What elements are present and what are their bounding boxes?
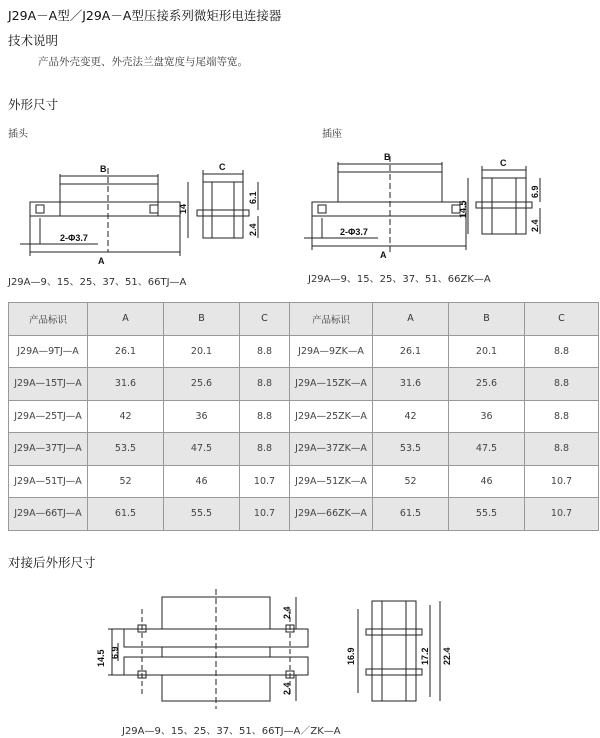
spec-table — [8, 302, 599, 531]
table-cell: 53.5 — [88, 433, 164, 466]
table-cell: J29A—25TJ—A — [9, 400, 88, 433]
table-cell: 8.8 — [240, 368, 290, 401]
table-cell: J29A—25ZK—A — [290, 400, 373, 433]
table-cell: 25.6 — [164, 368, 240, 401]
socket-dim-c: C — [500, 158, 507, 168]
table-cell: 46 — [164, 465, 240, 498]
table-cell: 25.6 — [449, 368, 525, 401]
table-cell: J29A—15TJ—A — [9, 368, 88, 401]
socket-dim-b: B — [384, 152, 391, 162]
table-cell: J29A—9ZK—A — [290, 335, 373, 368]
table-row — [9, 433, 599, 466]
socket-dim-bottom: 2.4 — [530, 219, 540, 232]
socket-dim-a: A — [380, 250, 387, 260]
plug-dim-bottom: 2.4 — [248, 223, 258, 236]
mated-dim-side-c: 22.4 — [442, 647, 452, 665]
table-cell: 55.5 — [164, 498, 240, 531]
socket-caption: J29A—9、15、25、37、51、66ZK—A — [308, 274, 491, 285]
table-row — [9, 368, 599, 401]
table-cell: 8.8 — [240, 400, 290, 433]
plug-dim-height: 14 — [178, 203, 188, 214]
mated-heading: 对接后外形尺寸 — [8, 555, 96, 570]
plug-dim-b: B — [100, 164, 107, 174]
table-cell: 8.8 — [525, 400, 599, 433]
table-cell: 10.7 — [525, 465, 599, 498]
table-cell: 36 — [449, 400, 525, 433]
table-row — [9, 498, 599, 531]
table-cell: J29A—15ZK—A — [290, 368, 373, 401]
table-cell: J29A—66TJ—A — [9, 498, 88, 531]
table-cell: J29A—66ZK—A — [290, 498, 373, 531]
mated-dim-inner: 6.9 — [110, 646, 120, 659]
dims-heading: 外形尺寸 — [8, 97, 59, 112]
table-cell: 36 — [164, 400, 240, 433]
table-cell: 31.6 — [88, 368, 164, 401]
table-cell: 52 — [88, 465, 164, 498]
table-cell: 46 — [449, 465, 525, 498]
table-cell: 61.5 — [88, 498, 164, 531]
table-cell: 8.8 — [525, 335, 599, 368]
socket-drawing — [300, 140, 600, 270]
table-cell: J29A—9TJ—A — [9, 335, 88, 368]
mated-drawing — [0, 585, 600, 713]
plug-hole-label: 2-Φ3.7 — [60, 233, 88, 243]
table-cell: 26.1 — [373, 335, 449, 368]
table-cell: 61.5 — [373, 498, 449, 531]
socket-hole-label: 2-Φ3.7 — [340, 227, 368, 237]
header-cell: 产品标识 — [9, 303, 88, 336]
table-cell: 10.7 — [240, 465, 290, 498]
mated-dim-overall: 14.5 — [96, 649, 106, 667]
socket-label: 插座 — [322, 129, 342, 140]
table-cell: 20.1 — [449, 335, 525, 368]
header-cell: 产品标识 — [290, 303, 373, 336]
plug-dim-a: A — [98, 256, 105, 266]
tech-heading: 技术说明 — [8, 33, 59, 48]
table-row — [9, 400, 599, 433]
table-cell: 20.1 — [164, 335, 240, 368]
plug-dim-top: 6.1 — [248, 191, 258, 204]
header-cell: B — [164, 303, 240, 336]
table-header-row — [9, 303, 599, 336]
table-cell: 31.6 — [373, 368, 449, 401]
plug-drawing — [0, 140, 300, 270]
mated-dim-top: 2.4 — [282, 606, 292, 619]
plug-label: 插头 — [8, 129, 28, 140]
table-cell: 52 — [373, 465, 449, 498]
header-cell: A — [373, 303, 449, 336]
plug-dim-c: C — [219, 162, 226, 172]
table-cell: 55.5 — [449, 498, 525, 531]
table-cell: J29A—37ZK—A — [290, 433, 373, 466]
header-cell: C — [525, 303, 599, 336]
header-cell: C — [240, 303, 290, 336]
table-row — [9, 465, 599, 498]
table-cell: 10.7 — [240, 498, 290, 531]
table-row — [9, 335, 599, 368]
table-cell: 42 — [373, 400, 449, 433]
mated-dim-side-a: 16.9 — [346, 647, 356, 665]
table-cell: J29A—51ZK—A — [290, 465, 373, 498]
table-cell: 26.1 — [88, 335, 164, 368]
table-cell: 47.5 — [164, 433, 240, 466]
socket-dim-height: 14.5 — [458, 200, 468, 218]
plug-caption: J29A—9、15、25、37、51、66TJ—A — [8, 277, 187, 288]
socket-dim-top: 6.9 — [530, 185, 540, 198]
page-title: J29A－A型／J29A－A型压接系列微矩形电连接器 — [8, 8, 282, 23]
table-cell: 10.7 — [525, 498, 599, 531]
header-cell: B — [449, 303, 525, 336]
header-cell: A — [88, 303, 164, 336]
table-cell: 47.5 — [449, 433, 525, 466]
table-cell: J29A—51TJ—A — [9, 465, 88, 498]
table-cell: 53.5 — [373, 433, 449, 466]
table-cell: 8.8 — [240, 433, 290, 466]
table-cell: 8.8 — [240, 335, 290, 368]
table-cell: J29A—37TJ—A — [9, 433, 88, 466]
mated-dim-bottom: 2.4 — [282, 682, 292, 695]
table-cell: 8.8 — [525, 368, 599, 401]
mated-dim-side-b: 17.2 — [420, 647, 430, 665]
tech-text: 产品外壳变更、外壳法兰盘宽度与尾端等宽。 — [38, 56, 248, 68]
mated-caption: J29A—9、15、25、37、51、66TJ—A／ZK—A — [122, 726, 341, 737]
table-cell: 8.8 — [525, 433, 599, 466]
table-cell: 42 — [88, 400, 164, 433]
